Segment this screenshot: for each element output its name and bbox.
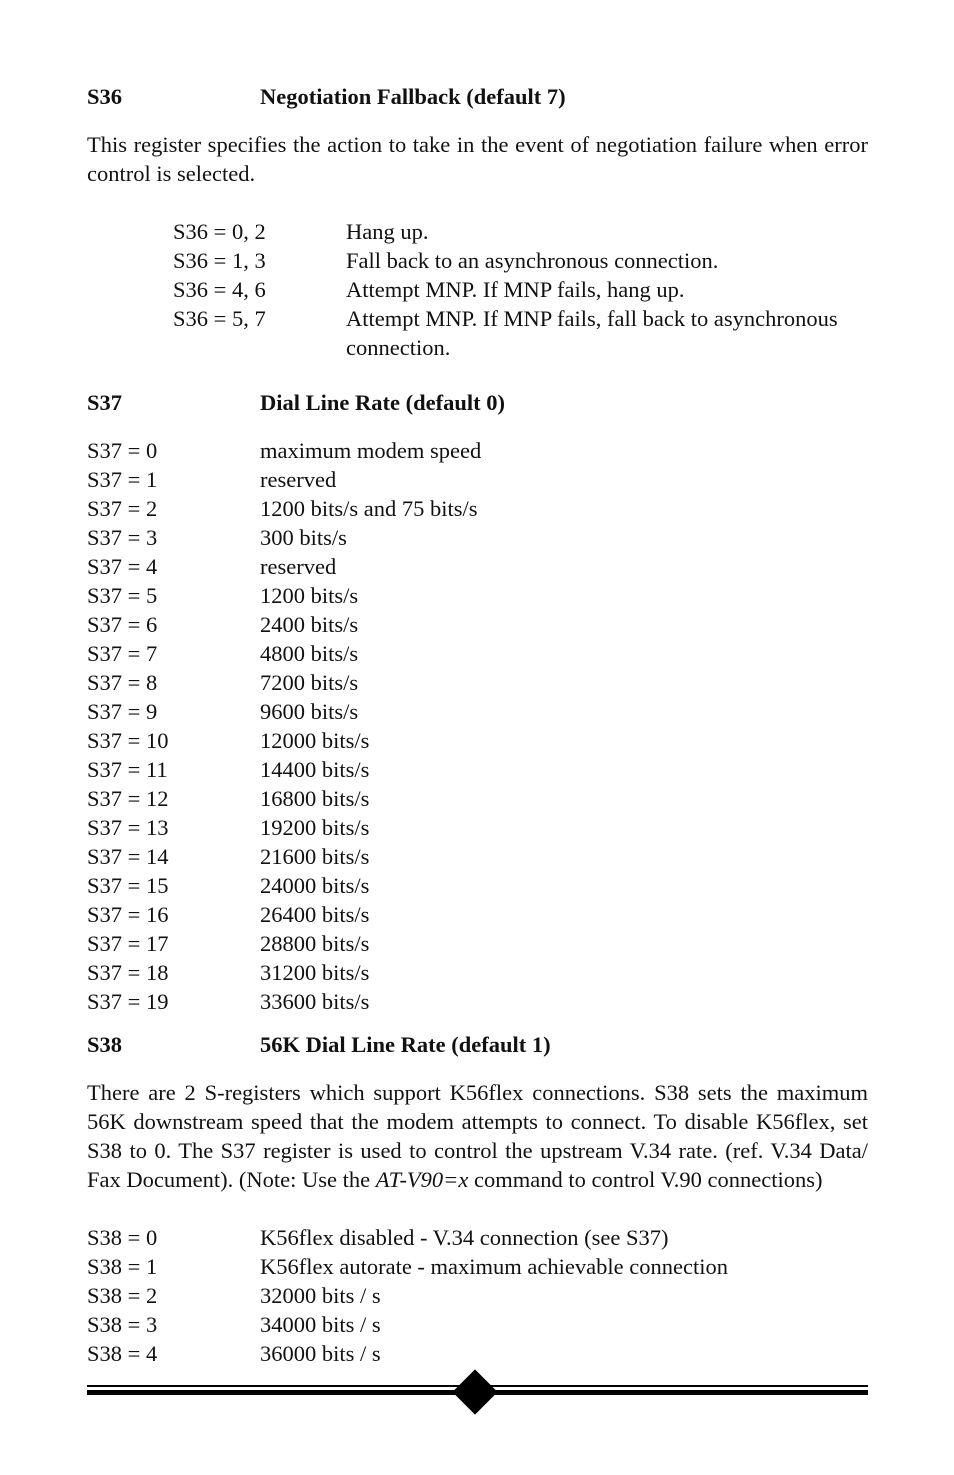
s37-option-desc: 1200 bits/s	[260, 583, 359, 608]
s38-title: 56K Dial Line Rate (default 1)	[260, 1032, 551, 1057]
s37-option-desc: 16800 bits/s	[260, 786, 370, 811]
s37-option-setting: S37 = 9	[87, 699, 158, 724]
s38-register-label: S38	[87, 1032, 123, 1057]
s38-option-desc: 36000 bits / s	[260, 1341, 381, 1366]
s37-option-setting: S37 = 0	[87, 438, 158, 463]
s38-description-text: There are 2 S-registers which support K56flex connections. S38 sets the maximum 56K downstream speed that the modem attempts to connect. To disable K56flex, set S38 to 0. The S37 register is used to control the upstream V.34 rate. (ref. V.34 Data/ Fax Document). (Note: Use the	[87, 1080, 868, 1192]
diamond-ornament-icon	[452, 1369, 497, 1414]
s37-option-setting: S37 = 7	[87, 641, 158, 666]
s37-option-setting: S37 = 18	[87, 960, 169, 985]
s38-command: AT-V90=x	[375, 1167, 469, 1192]
s38-option-setting: S38 = 2	[87, 1283, 158, 1308]
s37-option-setting: S37 = 2	[87, 496, 158, 521]
s37-option-setting: S37 = 16	[87, 902, 169, 927]
s37-register-label: S37	[87, 390, 123, 415]
s37-option-setting: S37 = 12	[87, 786, 169, 811]
s36-register-label: S36	[87, 84, 123, 109]
s36-option-desc-continued: connection.	[346, 335, 451, 360]
s37-option-desc: 9600 bits/s	[260, 699, 359, 724]
s37-option-setting: S37 = 19	[87, 989, 169, 1014]
s37-option-desc: 26400 bits/s	[260, 902, 370, 927]
s38-option-desc: K56flex autorate - maximum achievable connection	[260, 1254, 728, 1279]
s37-option-desc: 7200 bits/s	[260, 670, 359, 695]
s37-option-desc: 31200 bits/s	[260, 960, 370, 985]
s38-option-setting: S38 = 0	[87, 1225, 158, 1250]
footer-rule	[87, 1372, 868, 1422]
s36-option-setting: S36 = 1, 3	[173, 248, 266, 273]
s37-option-desc: 19200 bits/s	[260, 815, 370, 840]
s37-option-desc: 2400 bits/s	[260, 612, 359, 637]
s38-description-text-end: command to control V.90 connections)	[468, 1167, 823, 1192]
s36-option-setting: S36 = 4, 6	[173, 277, 266, 302]
s37-option-desc: 4800 bits/s	[260, 641, 359, 666]
s36-title: Negotiation Fallback (default 7)	[260, 84, 566, 109]
s37-option-desc: 14400 bits/s	[260, 757, 370, 782]
s37-option-desc: reserved	[260, 554, 337, 579]
s38-description	[87, 1078, 868, 1194]
s36-option-desc: Attempt MNP. If MNP fails, hang up.	[346, 277, 685, 302]
s36-description: This register specifies the action to take in the event of negotiation failure when error control is selected.	[87, 132, 868, 186]
s37-option-desc: 300 bits/s	[260, 525, 347, 550]
s37-option-desc: 24000 bits/s	[260, 873, 370, 898]
s38-option-desc: K56flex disabled - V.34 connection (see S37)	[260, 1225, 669, 1250]
s37-option-desc: 33600 bits/s	[260, 989, 370, 1014]
s37-option-desc: 21600 bits/s	[260, 844, 370, 869]
s36-option-setting: S36 = 0, 2	[173, 219, 266, 244]
s37-option-setting: S37 = 8	[87, 670, 158, 695]
s36-option-desc: Attempt MNP. If MNP fails, fall back to asynchronous	[346, 306, 838, 331]
s37-option-setting: S37 = 4	[87, 554, 158, 579]
s37-option-desc: reserved	[260, 467, 337, 492]
s38-option-desc: 32000 bits / s	[260, 1283, 381, 1308]
s37-option-desc: maximum modem speed	[260, 438, 482, 463]
s37-option-setting: S37 = 15	[87, 873, 169, 898]
s36-option-desc: Fall back to an asynchronous connection.	[346, 248, 719, 273]
s36-option-desc: Hang up.	[346, 219, 429, 244]
s38-option-setting: S38 = 3	[87, 1312, 158, 1337]
s37-option-setting: S37 = 5	[87, 583, 158, 608]
s37-option-desc: 28800 bits/s	[260, 931, 370, 956]
s37-option-setting: S37 = 1	[87, 467, 158, 492]
s37-option-setting: S37 = 11	[87, 757, 168, 782]
s37-option-setting: S37 = 10	[87, 728, 169, 753]
s37-option-setting: S37 = 13	[87, 815, 169, 840]
s37-option-setting: S37 = 6	[87, 612, 158, 637]
s37-option-setting: S37 = 17	[87, 931, 169, 956]
s37-option-desc: 12000 bits/s	[260, 728, 370, 753]
s38-option-desc: 34000 bits / s	[260, 1312, 381, 1337]
s37-option-desc: 1200 bits/s and 75 bits/s	[260, 496, 478, 521]
s36-option-setting: S36 = 5, 7	[173, 306, 266, 331]
s38-option-setting: S38 = 4	[87, 1341, 158, 1366]
s37-option-setting: S37 = 3	[87, 525, 158, 550]
s38-option-setting: S38 = 1	[87, 1254, 158, 1279]
s37-option-setting: S37 = 14	[87, 844, 169, 869]
s37-title: Dial Line Rate (default 0)	[260, 390, 505, 415]
